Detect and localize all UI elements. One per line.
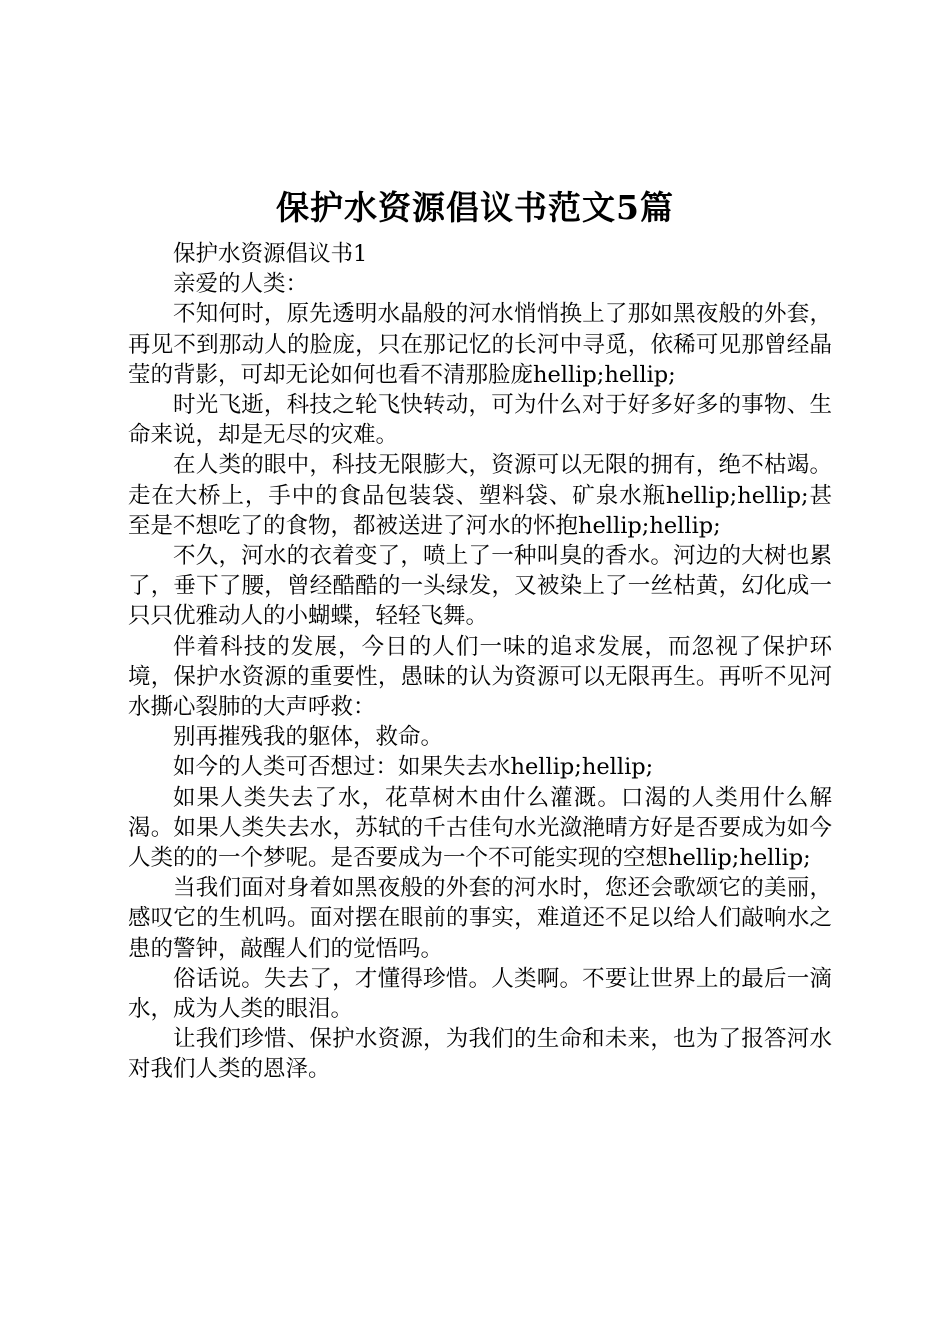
paragraph: 如果人类失去了水，花草树木由什么灌溉。口渴的人类用什么解渴。如果人类失去水，苏轼的千古佳句水光潋滟晴方好是否要成为如今人类的的一个梦呢。是否要成为一个不可能实现的空想hellip;hellip; xyxy=(128,784,832,872)
paragraph: 俗话说。失去了，才懂得珍惜。人类啊。不要让世界上的最后一滴水，成为人类的眼泪。 xyxy=(128,965,832,1023)
paragraph: 时光飞逝，科技之轮飞快转动，可为什么对于好多好多的事物、生命来说，却是无尽的灾难。 xyxy=(128,392,832,449)
paragraph: 不知何时，原先透明水晶般的河水悄悄换上了那如黑夜般的外套，再见不到那动人的脸庞，只在那记忆的长河中寻觅，依稀可见那曾经晶莹的背影，可却无论如何也看不清那脸庞hellip;hellip; xyxy=(128,301,832,388)
paragraph: 伴着科技的发展，今日的人们一味的追求发展，而忽视了保护环境，保护水资源的重要性，愚昧的认为资源可以无限再生。再听不见河水撕心裂肺的大声呼救： xyxy=(128,633,832,721)
paragraph-subtitle: 保护水资源倡议书1 xyxy=(173,241,368,267)
document-title: 保护水资源倡议书范文5篇 xyxy=(276,188,674,227)
paragraph: 如今的人类可否想过：如果失去水hellip;hellip; xyxy=(173,754,654,781)
paragraph: 在人类的眼中，科技无限膨大，资源可以无限的拥有，绝不枯竭。走在大桥上，手中的食品包装袋、塑料袋、矿泉水瓶hellip;hellip;甚至是不想吃了的食物，都被送进了河水的怀抱hellip;hellip; xyxy=(128,452,832,539)
paragraph: 别再摧残我的躯体，救命。 xyxy=(173,724,444,751)
paragraph: 不久，河水的衣着变了，喷上了一种叫臭的香水。河边的大树也累了，垂下了腰，曾经酷酷的一头绿发，又被染上了一丝枯黄，幻化成一只只优雅动人的小蝴蝶，轻轻飞舞。 xyxy=(128,543,832,630)
paragraph: 让我们珍惜、保护水资源，为我们的生命和未来，也为了报答河水对我们人类的恩泽。 xyxy=(128,1026,832,1083)
paragraph-salutation: 亲爱的人类： xyxy=(173,271,309,298)
paragraph: 当我们面对身着如黑夜般的外套的河水时，您还会歌颂它的美丽，感叹它的生机吗。面对摆在眼前的事实，难道还不足以给人们敲响水之患的警钟，敲醒人们的觉悟吗。 xyxy=(128,875,832,962)
document-body xyxy=(128,239,832,1085)
